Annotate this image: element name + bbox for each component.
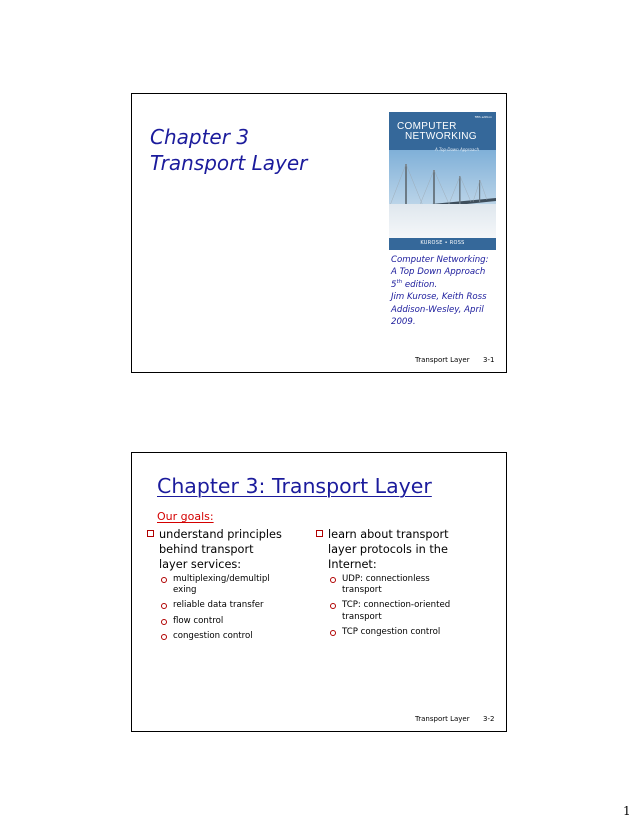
- sub-item-line: transport: [342, 585, 382, 596]
- sub-item-line: flow control: [173, 615, 224, 626]
- sub-item: [160, 616, 313, 627]
- sub-item-line: reliable data transfer: [173, 600, 264, 611]
- citation-line-6: 2009.: [391, 317, 416, 328]
- cover-title-line-2: NETWORKING: [405, 131, 477, 142]
- left-column: [145, 527, 313, 646]
- right-column: [314, 527, 494, 642]
- circle-bullet-icon: [161, 619, 167, 625]
- sub-item-line: TCP congestion control: [342, 626, 441, 637]
- slide-1-title-line-2: Transport Layer: [150, 151, 308, 175]
- cover-subtitle: A Top-Down Approach: [435, 147, 480, 152]
- sub-item: [160, 631, 313, 642]
- slide-1-title: [150, 124, 330, 176]
- square-bullet-icon: [316, 530, 323, 537]
- bullet-understand-principles: [145, 527, 313, 572]
- sub-item: [329, 627, 494, 638]
- sub-item-line: exing: [173, 585, 197, 596]
- citation-edition: [391, 279, 506, 291]
- cover-edition: fifth edition: [474, 115, 492, 119]
- citation-line-5: Addison-Wesley, April: [391, 304, 484, 315]
- book-citation: [391, 254, 506, 328]
- bullet-line: layer services:: [159, 558, 242, 571]
- cover-title-line-1: COMPUTER: [397, 121, 457, 132]
- circle-bullet-icon: [330, 577, 336, 583]
- sub-item: [160, 574, 313, 596]
- sub-item-line: UDP: connectionless: [342, 574, 430, 584]
- slide-2-footer-number: 3-2: [483, 715, 495, 723]
- cover-authors: KUROSE • ROSS: [420, 240, 465, 246]
- book-cover-image: [389, 112, 496, 250]
- citation-edition-word: edition.: [402, 279, 438, 290]
- circle-bullet-icon: [330, 603, 336, 609]
- citation-line-2: A Top Down Approach: [391, 267, 486, 278]
- slide-1-footer-number: 3-1: [483, 356, 495, 364]
- circle-bullet-icon: [161, 603, 167, 609]
- bullet-learn-about-protocols: [314, 527, 494, 572]
- sub-item-line: congestion control: [173, 630, 253, 641]
- sub-item-line: multiplexing/demultipl: [173, 574, 270, 584]
- left-sub-list: [160, 574, 313, 642]
- sub-item: [329, 600, 494, 622]
- bullet-line: behind transport: [159, 543, 254, 556]
- circle-bullet-icon: [161, 577, 167, 583]
- sub-item-line: TCP: connection-oriented: [342, 600, 451, 611]
- sub-item: [160, 600, 313, 611]
- bullet-line: understand principles: [159, 528, 282, 541]
- bullet-line: Internet:: [328, 558, 377, 571]
- slide-1: [131, 93, 507, 373]
- circle-bullet-icon: [161, 634, 167, 640]
- slide-1-title-line-1: Chapter 3: [150, 125, 250, 149]
- square-bullet-icon: [147, 530, 154, 537]
- slide-2-title: Chapter 3: Transport Layer: [157, 474, 432, 498]
- citation-edition-sup: th: [396, 278, 403, 285]
- citation-line-1: Computer Networking:: [391, 255, 489, 265]
- page-number: 1: [623, 804, 631, 818]
- sub-item: [329, 574, 494, 596]
- slide-1-footer-label: Transport Layer: [415, 356, 470, 364]
- slide-2-footer-label: Transport Layer: [415, 715, 470, 723]
- right-sub-list: [329, 574, 494, 638]
- citation-edition-num: 5: [391, 279, 397, 290]
- citation-line-4: Jim Kurose, Keith Ross: [391, 292, 487, 303]
- goals-label: Our goals:: [157, 510, 214, 523]
- cover-fog: [389, 204, 496, 238]
- circle-bullet-icon: [330, 630, 336, 636]
- bullet-line: learn about transport: [328, 528, 449, 541]
- sub-item-line: transport: [342, 611, 382, 622]
- bullet-line: layer protocols in the: [328, 543, 448, 556]
- slide-2: [131, 452, 507, 732]
